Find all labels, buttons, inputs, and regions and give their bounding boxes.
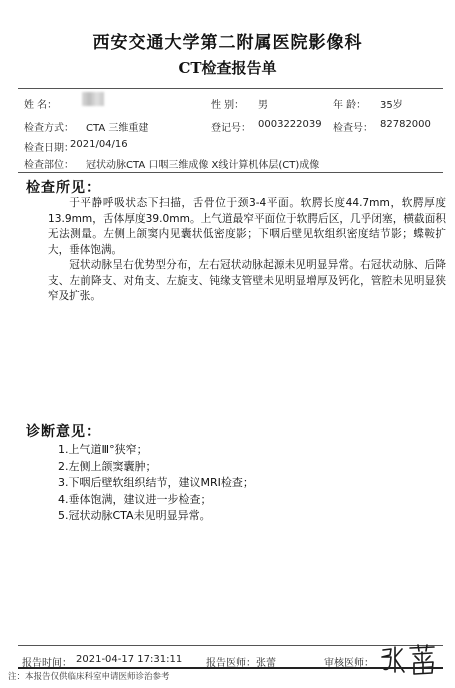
gender-value: 男 (258, 100, 268, 111)
exam-no-value: 82782000 (380, 119, 431, 130)
diagnosis-item: 3.下咽后壁软组织结节，建议MRI检查； (58, 476, 254, 489)
hospital-name: 西安交通大学第二附属医院影像科 (92, 33, 363, 53)
report-time-value: 2021-04-17 17:31:11 (76, 654, 183, 665)
header-divider (18, 88, 443, 89)
diagnosis-item: 1.上气道Ⅲ°狭窄； (58, 443, 148, 456)
gender-label: 性 别： (211, 100, 245, 111)
diagnosis-item: 5.冠状动脉CTA未见明显异常。 (58, 509, 211, 522)
report-time-label: 报告时间： (22, 658, 72, 669)
diagnosis-item: 2.左侧上颌窦囊肿； (58, 459, 157, 473)
disclaimer-note: 注：本报告仅供临床科室申请医师诊治参考 (8, 672, 170, 682)
diagnosis-title: 诊断意见： (26, 424, 101, 440)
footer-bottom-divider (18, 667, 443, 669)
findings-body (48, 196, 446, 305)
diagnosis-list (58, 442, 254, 525)
reviewer-signature (378, 643, 440, 677)
part-label: 检查部位： (24, 160, 74, 171)
diagnosis-item: 4.垂体饱满，建议进一步检查； (58, 492, 212, 506)
age-value: 35岁 (380, 100, 403, 111)
part-value: 冠状动脉CTA 口咽三维成像 X线计算机体层(CT)成像 (86, 160, 320, 171)
findings-paragraph: 于平静呼吸状态下扫描，舌骨位于颈3-4平面。软腭长度44.7mm，软腭厚度13.9mm，舌体厚度39.0mm。上气道最窄平面位于软腭后区，几乎闭塞，横截面积无法测量。左侧上颌窦内见囊状低密度影；下咽后壁见软组织密度结节影；蝶鞍扩大，垂体饱满。 (48, 197, 446, 256)
report-doctor-label: 报告医师： (206, 658, 256, 669)
report-title: CT检查报告单 (178, 59, 277, 77)
reviewer-label: 审核医师： (324, 658, 374, 669)
reg-label: 登记号： (211, 123, 251, 134)
date-value: 2021/04/16 (70, 139, 128, 150)
age-label: 年 龄： (333, 100, 367, 111)
report-doctor-value: 张蕾 (256, 658, 276, 669)
method-label: 检查方式： (24, 123, 74, 134)
findings-paragraph: 冠状动脉呈右优势型分布，左右冠状动脉起源未见明显异常。右冠状动脉、后降支、左前降支、对角支、左旋支、钝缘支管壁未见明显增厚及钙化，管腔未见明显狭窄及扩张。 (48, 259, 446, 302)
exam-no-label: 检查号： (333, 123, 373, 134)
name-label: 姓 名： (24, 100, 58, 111)
info-divider (18, 172, 443, 173)
redacted-name (82, 92, 104, 106)
findings-title: 检查所见： (26, 180, 101, 196)
reg-value: 0003222039 (258, 119, 322, 130)
date-label: 检查日期： (24, 143, 74, 154)
method-value: CTA 三维重建 (86, 123, 149, 134)
